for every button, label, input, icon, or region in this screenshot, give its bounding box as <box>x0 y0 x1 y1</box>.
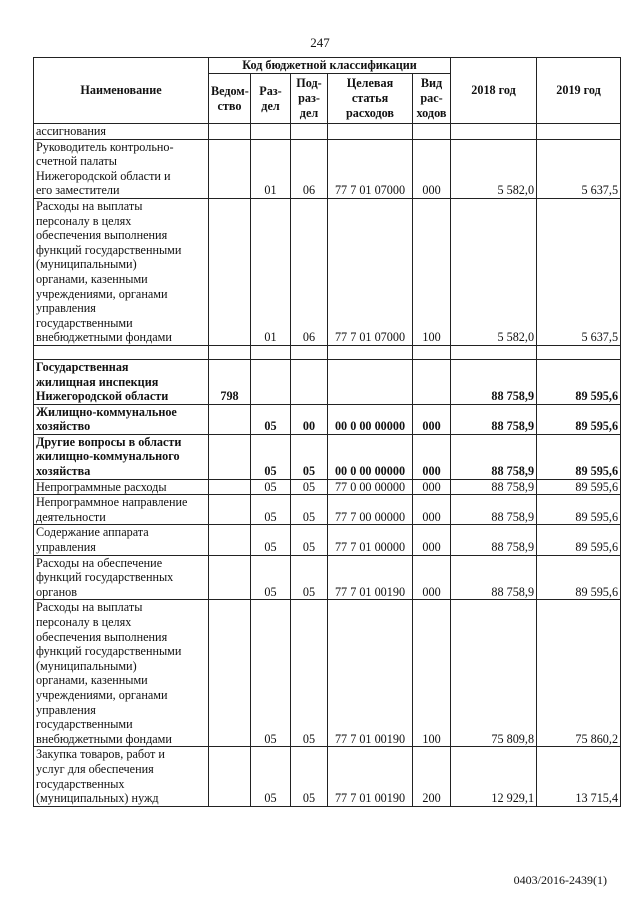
row-razdel: 05 <box>251 434 291 479</box>
row-name: Содержание аппарата управления <box>34 525 209 555</box>
row-vid-rashodov: 000 <box>413 404 451 434</box>
row-podrazdel: 05 <box>291 600 328 747</box>
row-celevaya-statya: 77 7 01 00000 <box>328 525 413 555</box>
row-vid-rashodov: 000 <box>413 525 451 555</box>
row-amount-2019: 89 595,6 <box>537 359 621 404</box>
row-podrazdel <box>291 124 328 140</box>
row-amount-2019: 89 595,6 <box>537 525 621 555</box>
document-code: 0403/2016-2439(1) <box>513 873 607 887</box>
row-name: ассигнования <box>34 124 209 140</box>
row-celevaya-statya <box>328 124 413 140</box>
row-name: Расходы на обеспечение функций государственных органов <box>34 555 209 600</box>
table-row <box>34 345 621 359</box>
row-razdel <box>251 124 291 140</box>
row-celevaya-statya: 77 7 01 00190 <box>328 555 413 600</box>
row-name: Непрограммные расходы <box>34 479 209 495</box>
row-amount-2019: 75 860,2 <box>537 600 621 747</box>
row-amount-2019 <box>537 124 621 140</box>
row-amount-2019: 89 595,6 <box>537 479 621 495</box>
table-row <box>34 124 621 140</box>
row-razdel: 01 <box>251 198 291 345</box>
row-amount-2018: 5 582,0 <box>451 198 537 345</box>
row-celevaya-statya <box>328 345 413 359</box>
header-celevaya-statya: Целевая статья расходов <box>328 74 413 124</box>
row-vedomstvo <box>209 525 251 555</box>
table-row <box>34 495 621 525</box>
row-razdel: 05 <box>251 555 291 600</box>
table-row <box>34 600 621 747</box>
row-vedomstvo <box>209 479 251 495</box>
header-vedomstvo: Ведом- ство <box>209 74 251 124</box>
row-celevaya-statya: 00 0 00 00000 <box>328 404 413 434</box>
header-classification-group: Код бюджетной классификации <box>209 58 451 74</box>
row-razdel: 05 <box>251 600 291 747</box>
row-vid-rashodov: 200 <box>413 747 451 806</box>
header-2019: 2019 год <box>537 58 621 124</box>
row-vedomstvo <box>209 747 251 806</box>
row-name: Жилищно-коммунальное хозяйство <box>34 404 209 434</box>
row-amount-2019: 89 595,6 <box>537 434 621 479</box>
row-podrazdel <box>291 345 328 359</box>
row-vid-rashodov: 000 <box>413 139 451 198</box>
row-vid-rashodov: 000 <box>413 479 451 495</box>
row-razdel <box>251 345 291 359</box>
row-name <box>34 345 209 359</box>
row-vedomstvo <box>209 124 251 140</box>
table-row <box>34 434 621 479</box>
row-vid-rashodov <box>413 359 451 404</box>
header-name: Наименование <box>34 58 209 124</box>
row-name: Расходы на выплаты персоналу в целях обеспечения выполнения функций государственными (муниципальными) органами, казенными учреждениями, органами управления государственными внебюджетными фондами <box>34 600 209 747</box>
row-podrazdel: 05 <box>291 434 328 479</box>
row-podrazdel: 05 <box>291 525 328 555</box>
row-vedomstvo <box>209 600 251 747</box>
row-amount-2019: 13 715,4 <box>537 747 621 806</box>
row-amount-2018: 88 758,9 <box>451 525 537 555</box>
row-vid-rashodov: 000 <box>413 495 451 525</box>
row-name: Другие вопросы в области жилищно-коммунального хозяйства <box>34 434 209 479</box>
row-amount-2018: 5 582,0 <box>451 139 537 198</box>
row-amount-2019 <box>537 345 621 359</box>
table-row <box>34 198 621 345</box>
row-vid-rashodov: 100 <box>413 600 451 747</box>
row-vid-rashodov <box>413 345 451 359</box>
row-vedomstvo <box>209 495 251 525</box>
header-razdel: Раз- дел <box>251 74 291 124</box>
row-amount-2018: 12 929,1 <box>451 747 537 806</box>
row-celevaya-statya: 77 7 01 07000 <box>328 198 413 345</box>
row-podrazdel <box>291 359 328 404</box>
row-podrazdel: 05 <box>291 495 328 525</box>
row-celevaya-statya: 77 0 00 00000 <box>328 479 413 495</box>
row-vedomstvo <box>209 198 251 345</box>
page-number: 247 <box>310 35 330 50</box>
row-name: Руководитель контрольно- счетной палаты Нижегородской области и его заместители <box>34 139 209 198</box>
row-celevaya-statya <box>328 359 413 404</box>
row-name: Расходы на выплаты персоналу в целях обеспечения выполнения функций государственными (муниципальными) органами, казенными учреждениями, органами управления государственными внебюджетными фондами <box>34 198 209 345</box>
header-2018: 2018 год <box>451 58 537 124</box>
row-razdel: 05 <box>251 747 291 806</box>
row-amount-2018: 88 758,9 <box>451 359 537 404</box>
row-podrazdel: 00 <box>291 404 328 434</box>
table-body <box>34 124 621 807</box>
row-vid-rashodov <box>413 124 451 140</box>
header-podrazdel: Под- раз- дел <box>291 74 328 124</box>
row-amount-2018: 88 758,9 <box>451 404 537 434</box>
row-name: Закупка товаров, работ и услуг для обеспечения государственных (муниципальных) нужд <box>34 747 209 806</box>
row-amount-2018 <box>451 345 537 359</box>
table-row <box>34 555 621 600</box>
row-vedomstvo <box>209 434 251 479</box>
row-vid-rashodov: 100 <box>413 198 451 345</box>
row-podrazdel: 05 <box>291 479 328 495</box>
row-razdel: 01 <box>251 139 291 198</box>
row-celevaya-statya: 77 7 01 00190 <box>328 747 413 806</box>
row-amount-2018: 88 758,9 <box>451 479 537 495</box>
row-celevaya-statya: 77 7 01 00190 <box>328 600 413 747</box>
row-vedomstvo: 798 <box>209 359 251 404</box>
row-amount-2019: 89 595,6 <box>537 555 621 600</box>
row-amount-2019: 5 637,5 <box>537 139 621 198</box>
row-razdel: 05 <box>251 479 291 495</box>
table-row <box>34 404 621 434</box>
row-vid-rashodov: 000 <box>413 555 451 600</box>
row-razdel <box>251 359 291 404</box>
row-name: Непрограммное направление деятельности <box>34 495 209 525</box>
table-row <box>34 525 621 555</box>
header-vid-rashodov: Вид рас- ходов <box>413 74 451 124</box>
row-vedomstvo <box>209 555 251 600</box>
row-podrazdel: 06 <box>291 198 328 345</box>
table-row <box>34 359 621 404</box>
table-row <box>34 479 621 495</box>
row-amount-2019: 89 595,6 <box>537 495 621 525</box>
row-razdel: 05 <box>251 525 291 555</box>
row-celevaya-statya: 77 7 00 00000 <box>328 495 413 525</box>
row-razdel: 05 <box>251 404 291 434</box>
budget-table <box>33 57 621 807</box>
row-name: Государственная жилищная инспекция Нижегородской области <box>34 359 209 404</box>
row-amount-2018 <box>451 124 537 140</box>
row-vedomstvo <box>209 139 251 198</box>
row-vid-rashodov: 000 <box>413 434 451 479</box>
row-razdel: 05 <box>251 495 291 525</box>
row-celevaya-statya: 00 0 00 00000 <box>328 434 413 479</box>
row-vedomstvo <box>209 345 251 359</box>
table-row <box>34 139 621 198</box>
row-podrazdel: 05 <box>291 555 328 600</box>
row-amount-2018: 88 758,9 <box>451 495 537 525</box>
row-podrazdel: 05 <box>291 747 328 806</box>
row-amount-2019: 89 595,6 <box>537 404 621 434</box>
row-celevaya-statya: 77 7 01 07000 <box>328 139 413 198</box>
row-amount-2019: 5 637,5 <box>537 198 621 345</box>
row-amount-2018: 75 809,8 <box>451 600 537 747</box>
table-row <box>34 747 621 806</box>
row-amount-2018: 88 758,9 <box>451 555 537 600</box>
row-amount-2018: 88 758,9 <box>451 434 537 479</box>
row-vedomstvo <box>209 404 251 434</box>
row-podrazdel: 06 <box>291 139 328 198</box>
